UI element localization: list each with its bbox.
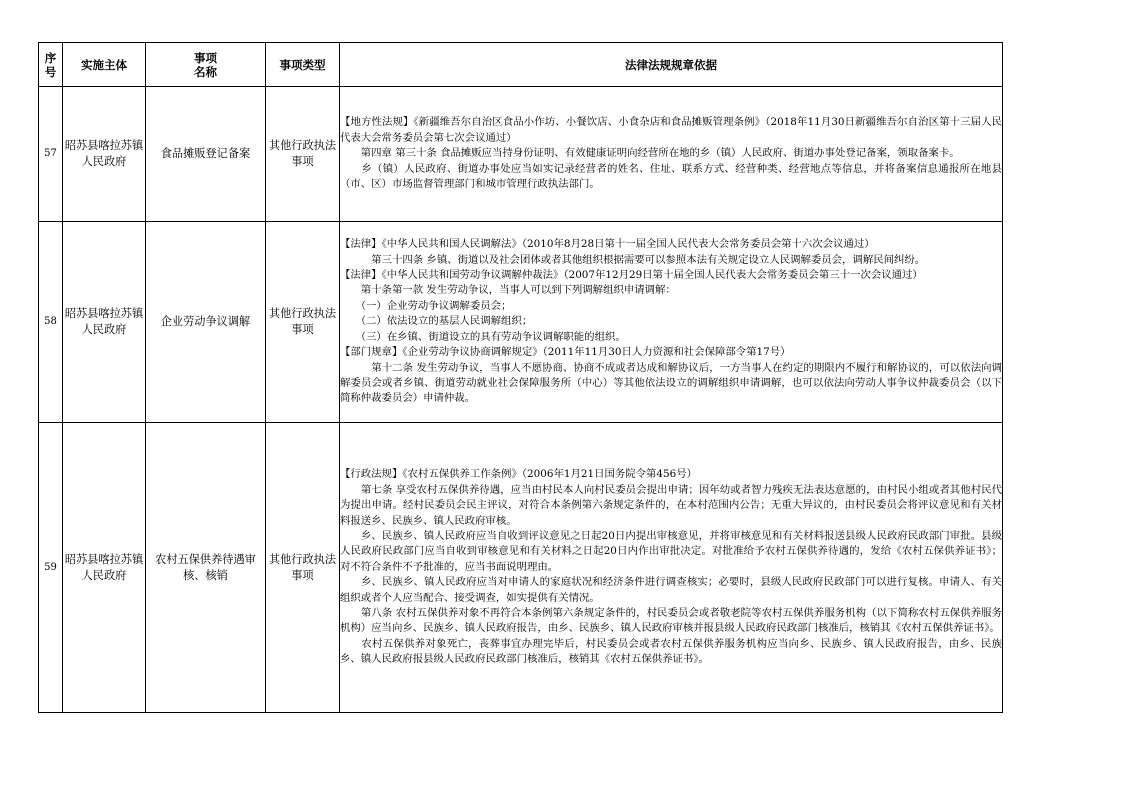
header-basis: 法律法规规章依据 — [340, 43, 1003, 87]
row-number: 58 — [39, 222, 63, 423]
basis-paragraph: 第八条 农村五保供养对象不再符合本条例第六条规定条件的，村民委员会或者敬老院等农村五保供养服务机构（以下简称农村五保供养服务机构）应当向乡、民族乡、镇人民政府报告，由乡、民族乡、镇人民政府审核并报县级人民政府民政部门核准后，核销其《农村五保供养证书》。 — [340, 607, 1002, 635]
row-matter-name: 企业劳动争议调解 — [146, 222, 266, 423]
basis-paragraph: 乡、民族乡、镇人民政府应当对申请人的家庭状况和经济条件进行调查核实；必要时，县级人民政府民政部门可以进行复核。申请人、有关组织或者个人应当配合、接受调查，如实提供有关情况。 — [340, 576, 1002, 604]
basis-paragraph: 第七条 享受农村五保供养待遇，应当由村民本人向村民委员会提出申请；因年幼或者智力残疾无法表达意愿的，由村民小组或者其他村民代为提出申请。经村民委员会民主评议，对符合本条例第六条规定条件的，在本村范围内公告；无重大异议的，由村民委员会将评议意见和有关材料报送乡、民族乡、镇人民政府审核。 — [340, 483, 1002, 527]
table-row — [39, 222, 1003, 423]
header-subject: 实施主体 — [63, 43, 146, 87]
header-row — [39, 43, 1003, 87]
row-matter-name: 食品摊贩登记备案 — [146, 87, 266, 222]
row-number: 59 — [39, 423, 63, 713]
basis-paragraph: 【法律】《中华人民共和国劳动争议调解仲裁法》（2007年12月29日第十届全国人民代表大会常务委员会第三十一次会议通过） — [340, 269, 923, 282]
matters-table — [38, 42, 1003, 713]
header-no: 序 号 — [39, 43, 63, 87]
row-legal-basis — [340, 423, 1003, 713]
basis-paragraph: 第十条第一款 发生劳动争议，当事人可以到下列调解组织申请调解： — [340, 284, 676, 297]
basis-paragraph: 【法律】《中华人民共和国人民调解法》（2010年8月28日第十一届全国人民代表大会常务委员会第十六次会议通过） — [340, 238, 875, 251]
basis-paragraph: 【地方性法规】《新疆维吾尔自治区食品小作坊、小餐饮店、小食杂店和食品摊贩管理条例》（2018年11月30日新疆维吾尔自治区第十三届人民代表大会常务委员会第七次会议通过） — [340, 116, 1002, 144]
table-row — [39, 423, 1003, 713]
basis-paragraph: （三）在乡镇、街道设立的具有劳动争议调解职能的组织。 — [340, 330, 626, 343]
row-subject: 昭苏县喀拉苏镇人民政府 — [63, 423, 146, 713]
row-matter-type: 其他行政执法事项 — [266, 87, 340, 222]
row-subject: 昭苏县喀拉苏镇人民政府 — [63, 222, 146, 423]
basis-paragraph: （一）企业劳动争议调解委员会； — [340, 299, 512, 312]
row-matter-type: 其他行政执法事项 — [266, 423, 340, 713]
basis-paragraph: 【行政法规】《农村五保供养工作条例》（2006年1月21日国务院令第456号） — [340, 468, 698, 481]
row-legal-basis — [340, 87, 1003, 222]
row-matter-name: 农村五保供养待遇审核、核销 — [146, 423, 266, 713]
header-name: 事项 名称 — [146, 43, 266, 87]
basis-paragraph: 乡（镇）人民政府、街道办事处应当如实记录经营者的姓名、住址、联系方式、经营种类、经营地点等信息，并将备案信息通报所在地县（市、区）市场监督管理部门和城市管理行政执法部门。 — [340, 162, 1002, 191]
basis-paragraph: （二）依法设立的基层人民调解组织； — [340, 315, 533, 328]
table-row — [39, 87, 1003, 222]
header-type: 事项类型 — [266, 43, 340, 87]
basis-paragraph: 第十二条 发生劳动争议，当事人不愿协商、协商不成或者达成和解协议后，一方当事人在约定的期限内不履行和解协议的，可以依法向调解委员会或者乡镇、街道劳动就业社会保障服务所（中心）等其他依法设立的调解组织申请调解，也可以依法向劳动人事争议仲裁委员会（以下简称仲裁委员会）申请仲裁。 — [340, 361, 1002, 405]
row-subject: 昭苏县喀拉苏镇人民政府 — [63, 87, 146, 222]
basis-paragraph: 第三十四条 乡镇、街道以及社会团体或者其他组织根据需要可以参照本法有关规定设立人民调解委员会，调解民间纠纷。 — [340, 253, 926, 266]
basis-paragraph: 乡、民族乡、镇人民政府应当自收到评议意见之日起20日内提出审核意见，并将审核意见和有关材料报送县级人民政府民政部门审批。县级人民政府民政部门应当自收到审核意见和有关材料之日起20日内作出审批决定。对批准给予农村五保供养待遇的，发给《农村五保供养证书》；对不符合条件不予批准的，应当书面说明理由。 — [340, 529, 1002, 573]
basis-paragraph: 农村五保供养对象死亡，丧葬事宜办理完毕后，村民委员会或者农村五保供养服务机构应当向乡、民族乡、镇人民政府报告，由乡、民族乡、镇人民政府报县级人民政府民政部门核准后，核销其《农村五保供养证书》。 — [340, 637, 1002, 666]
basis-paragraph: 【部门规章】《企业劳动争议协商调解规定》（2011年11月30日人力资源和社会保障部令第17号） — [340, 346, 791, 359]
row-legal-basis — [340, 222, 1003, 423]
basis-paragraph: 第四章 第三十条 食品摊贩应当持身份证明、有效健康证明向经营所在地的乡（镇）人民政府、街道办事处登记备案，领取备案卡。 — [340, 147, 960, 160]
row-matter-type: 其他行政执法事项 — [266, 222, 340, 423]
row-number: 57 — [39, 87, 63, 222]
